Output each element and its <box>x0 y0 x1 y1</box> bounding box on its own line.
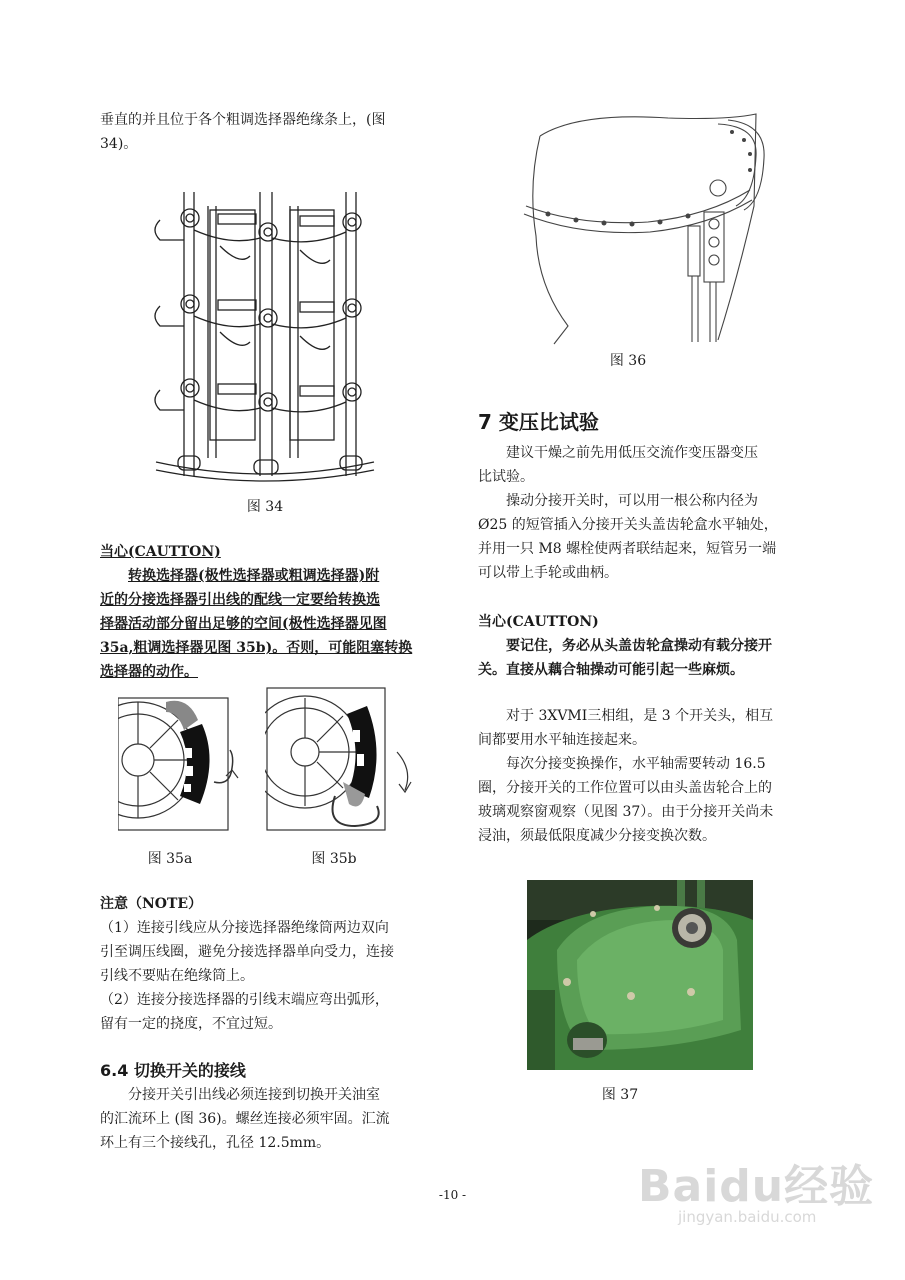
intro-line-1: 垂直的并且位于各个粗调选择器绝缘条上，(图 <box>100 112 386 128</box>
note-line: 引至调压线圈，避免分接选择器单向受力，连接 <box>100 944 394 960</box>
note-line: （2）连接分接选择器的引线末端应弯出弧形， <box>100 992 389 1008</box>
watermark-url: jingyan.baidu.com <box>678 1208 817 1226</box>
figure-35b-drawing <box>265 686 415 836</box>
section-7-p2-line: 可以带上手轮或曲柄。 <box>478 565 618 581</box>
note-line: 引线不要贴在绝缘筒上。 <box>100 968 254 984</box>
left-caution-block <box>100 540 445 684</box>
section-6-4 <box>100 1058 445 1155</box>
left-caution-line: 转换选择器(极性选择器或粗调选择器)附 <box>128 568 380 584</box>
right-caution-line: 要记住，务必从头盖齿轮盒操动有载分接开 <box>506 638 772 654</box>
note-line: 留有一定的挠度，不宜过短。 <box>100 1016 282 1032</box>
section-7 <box>478 406 823 585</box>
right-p3-line: 间都要用水平轴连接起来。 <box>478 732 646 748</box>
section-7-title: 7 变压比试验 <box>478 410 599 434</box>
figure-37-caption: 图 37 <box>601 1087 639 1103</box>
right-p4-line: 玻璃观察窗观察（见图 37）。由于分接开关尚未 <box>478 804 774 820</box>
section-7-p1-line: 比试验。 <box>478 469 534 485</box>
right-caution-title: 当心(CAUTTON) <box>478 614 599 630</box>
right-p3-line: 对于 3XVMⅠ三相组，是 3 个开关头，相互 <box>506 708 774 724</box>
right-p4-line: 圈，分接开关的工作位置可以由头盖齿轮合上的 <box>478 780 772 796</box>
right-body <box>478 704 823 848</box>
note-block <box>100 892 445 1036</box>
right-p4-line: 浸油，须最低限度减少分接变换次数。 <box>478 828 716 844</box>
left-caution-line: 择器活动部分留出足够的空间(极性选择器见图 <box>100 616 387 632</box>
baidu-watermark <box>638 1150 878 1226</box>
figure-35a-drawing <box>118 690 248 838</box>
section-7-p1-line: 建议干燥之前先用低压交流作变压器变压 <box>506 445 758 461</box>
watermark-brand: Baidu经验 <box>638 1161 875 1212</box>
left-caution-line: 近的分接选择器引出线的配线一定要给转换选 <box>100 592 380 608</box>
section-7-p2-line: Ø25 的短管插入分接开关头盖齿轮盒水平轴处， <box>478 517 778 533</box>
left-caution-title: 当心(CAUTTON) <box>100 544 221 560</box>
figure-35b-caption: 图 35b <box>311 851 357 867</box>
figure-34-selector-drawing <box>150 186 380 482</box>
intro-line-2: 34)。 <box>100 136 138 152</box>
figure-34-caption: 图 34 <box>246 499 284 515</box>
right-caution-block <box>478 610 823 682</box>
section-7-p2-line: 操动分接开关时，可以用一根公称内径为 <box>506 493 758 509</box>
left-column <box>100 108 445 156</box>
note-line: （1）连接引线应从分接选择器绝缘筒两边双向 <box>100 920 389 936</box>
figure-36-caption: 图 36 <box>609 353 647 369</box>
section-6-4-line: 环上有三个接线孔，孔径 12.5mm。 <box>100 1135 331 1151</box>
right-caution-line: 关。直接从藕合轴操动可能引起一些麻烦。 <box>478 662 744 678</box>
note-title: 注意（NOTE） <box>100 896 203 912</box>
figure-36-drawing <box>518 96 768 346</box>
section-7-p2-line: 并用一只 M8 螺栓使两者联结起来，短管另一端 <box>478 541 777 557</box>
section-6-4-line: 的汇流环上 (图 36)。螺丝连接必须牢固。汇流 <box>100 1111 390 1127</box>
left-caution-line: 35a,粗调选择器见图 35b)。否则，可能阻塞转换 <box>100 640 413 656</box>
right-p4-line: 每次分接变换操作，水平轴需要转动 16.5 <box>506 756 766 772</box>
section-6-4-title: 6.4 切换开关的接线 <box>100 1061 246 1080</box>
left-caution-line: 选择器的动作。 <box>100 664 198 680</box>
figure-35a-caption: 图 35a <box>147 851 193 867</box>
page-number: -10 - <box>438 1188 467 1202</box>
figure-37-photo <box>527 880 753 1070</box>
section-6-4-line: 分接开关引出线必须连接到切换开关油室 <box>128 1087 380 1103</box>
